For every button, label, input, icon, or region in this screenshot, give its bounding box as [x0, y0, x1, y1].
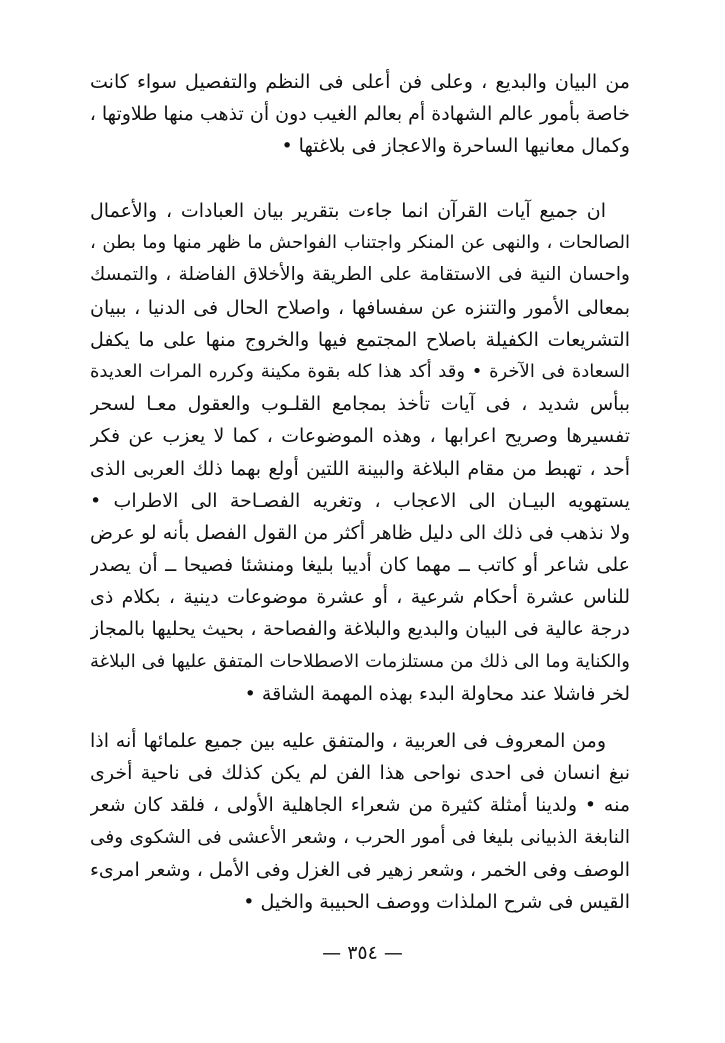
text-line: أحد ، تهبط من مقام البلاغة والبينة اللتين أولع بهما ذلك العربى الذى: [90, 457, 630, 480]
text-line: نبغ انسان فى احدى نواحى هذا الفن لم يكن كذلك فى ناحية أخرى: [90, 762, 630, 785]
text-line: بمعالى الأمور والتنزه عن سفسافها ، واصلاح الحال فى الدنيا ، ببيان: [90, 296, 630, 319]
text-line: التشريعات الكفيلة باصلاح المجتمع فيها والخروج منها على ما يكفل: [90, 328, 630, 351]
text-line: وكمال معانيها الساحرة والاعجاز فى بلاغتها •: [281, 135, 630, 158]
text-line: ومن المعروف فى العربية ، والمتفق عليه بين جميع علمائها أنه اذا: [90, 730, 606, 752]
paragraph-3: [90, 725, 630, 918]
text-line: لخر فاشلا عند محاولة البدء بهذه المهمة الشاقة •: [244, 682, 630, 705]
text-line: على شاعر أو كاتب ــ مهما كان أديبا بليغا ومنشئا فصيحا ــ أن يصدر: [90, 554, 630, 577]
text-line: ببأس شديد ، فى آيات تأخذ بمجامع القلـوب والعقول معـا لسحر: [90, 393, 630, 416]
text-line: درجة عالية فى البيان والبديع والبلاغة والفصاحة ، بحيث يحليها بالمجاز: [90, 618, 630, 641]
text-line: القيس فى شرح الملذات ووصف الحبيبة والخيل •: [243, 890, 630, 913]
paragraph-1: [90, 66, 630, 163]
text-line: من البيان والبديع ، وعلى فن أعلى فى النظم والتفصيل سواء كانت: [90, 71, 630, 93]
text-line: خاصة بأمور عالم الشهادة أم بعالم الغيب دون أن تذهب منها طلاوتها ،: [90, 103, 630, 126]
text-line: السعادة فى الآخرة • وقد أكد هذا كله بقوة مكينة وكرره المرات العديدة: [90, 360, 630, 382]
text-line: والكناية وما الى ذلك من مستلزمات الاصطلاحات المتفق عليها فى البلاغة: [90, 650, 630, 672]
paragraph-2: [90, 195, 630, 710]
text-line: منه • ولدينا أمثلة كثيرة من شعراء الجاهلية الأولى ، فلقد كان شعر: [90, 794, 630, 817]
text-line: الوصف وفى الخمر ، وشعر زهير فى الغزل وفى الأمل ، وشعر امرىء: [90, 858, 630, 881]
text-line: للناس عشرة أحكام شرعية ، أو عشرة موضوعات دينية ، بكلام ذى: [90, 586, 630, 609]
page-number: — ٣٥٤ —: [322, 942, 403, 964]
text-line: واحسان النية فى الاستقامة على الطريقة والأخلاق الفاضلة ، والتمسك: [90, 264, 630, 286]
text-line: تفسيرها وصريح اعرابها ، وهذه الموضوعات ، كما لا يعزب عن فكر: [90, 425, 630, 448]
text-line: الصالحات ، والنهى عن المنكر واجتناب الفواحش ما ظهر منها وما بطن ،: [90, 232, 630, 254]
text-line: يستهويه البيـان الى الاعجاب ، وتغريه الفصـاحة الى الاطراب •: [90, 489, 630, 512]
text-line: النابغة الذبيانى بليغا فى أمور الحرب ، وشعر الأعشى فى الشكوى وفى: [90, 826, 630, 848]
text-line: ان جميع آيات القرآن انما جاءت بتقرير بيان العبادات ، والأعمال: [90, 200, 606, 222]
text-line: ولا نذهب فى ذلك الى دليل ظاهر أكثر من القول الفصل بأنه لو عرض: [90, 521, 630, 544]
